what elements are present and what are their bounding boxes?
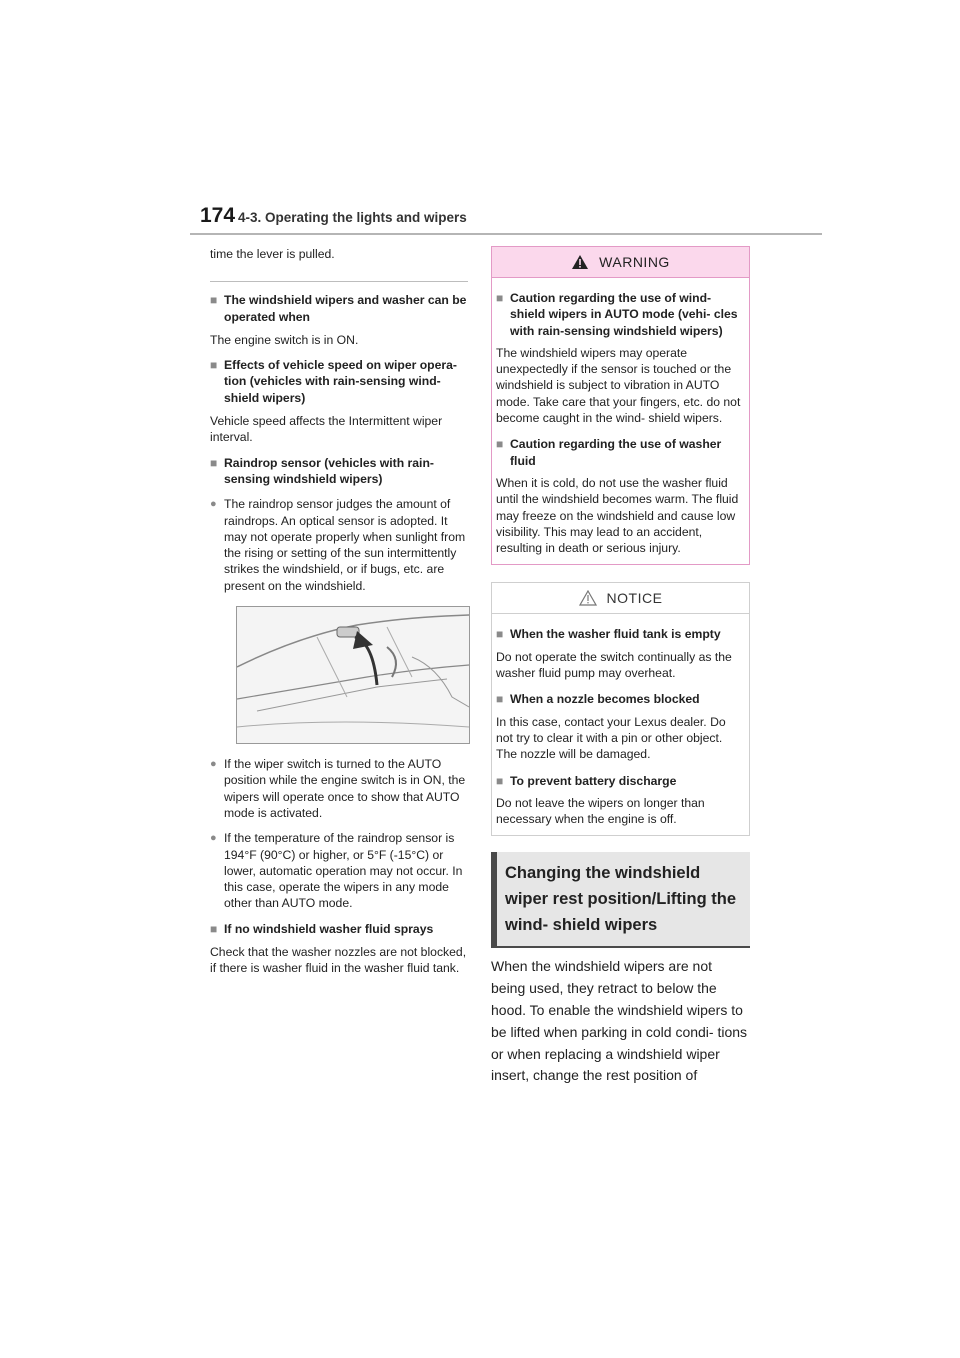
subheading: ■ When a nozzle becomes blocked bbox=[496, 692, 700, 707]
intro-text: time the lever is pulled. bbox=[210, 247, 335, 261]
subheading: ■ When the washer fluid tank is empty bbox=[496, 627, 721, 642]
square-bullet-icon: ■ bbox=[496, 291, 504, 305]
paragraph: The windshield wipers may operate unexpectedly if the sensor is touched or the windshield is subject to vibration in AUTO mode. Take care that your fingers, etc. do not become caught in the wind- shield wipers. bbox=[496, 345, 741, 426]
warning-triangle-icon bbox=[571, 254, 589, 270]
square-bullet-icon: ■ bbox=[496, 627, 504, 642]
square-bullet-icon: ■ bbox=[496, 692, 504, 707]
chapter-body: When the windshield wipers are not being used, they retract to below the hood. To enable the windshield wipers to be lifted when parking in cold condi- tions or when replacing a windshield wiper insert, change the rest position of bbox=[491, 958, 748, 1084]
circle-bullet-icon: ● bbox=[210, 832, 217, 845]
subheading: ■ Raindrop sensor (vehicles with rain- sensing windshield wipers) bbox=[210, 455, 434, 486]
section-title: 4-3. Operating the lights and wipers bbox=[238, 210, 467, 225]
circle-bullet-icon: ● bbox=[210, 498, 217, 511]
page-number: 174 bbox=[200, 204, 236, 227]
paragraph: When it is cold, do not use the washer fluid until the windshield becomes warm. The fluid may freeze on the windshield and cause low visibility. This may lead to an accident, resulting in death or serious injury. bbox=[496, 475, 739, 556]
paragraph: The engine switch is in ON. bbox=[210, 332, 359, 347]
square-bullet-icon: ■ bbox=[210, 455, 218, 470]
bullet-item: ● If the temperature of the raindrop sensor is 194°F (90°C) or higher, or 5°F (-15°C) or lower, automatic operation may not occur. In this case, operate the wipers in any mode other than AUTO mode. bbox=[210, 831, 463, 911]
square-bullet-icon: ■ bbox=[496, 773, 504, 788]
chapter-heading: Changing the windshield wiper rest position/Lifting the wind- shield wipers bbox=[491, 852, 750, 948]
subheading: ■ If no windshield washer fluid sprays bbox=[210, 921, 434, 936]
car-interior-drawing-icon bbox=[237, 607, 469, 743]
left-column bbox=[210, 246, 468, 977]
warning-box bbox=[491, 246, 750, 565]
paragraph: In this case, contact your Lexus dealer. Do not try to clear it with a pin or other object. The nozzle will be damaged. bbox=[496, 714, 726, 762]
circle-bullet-icon: ● bbox=[210, 758, 217, 771]
bullet-item: ● If the wiper switch is turned to the AUTO position while the engine switch is in ON, the wipers will operate once to show that AUTO mode is activated. bbox=[210, 757, 466, 820]
right-column bbox=[491, 246, 750, 1087]
notice-label: NOTICE bbox=[606, 590, 663, 607]
warning-header bbox=[492, 247, 749, 278]
windshield-illustration bbox=[236, 606, 470, 744]
paragraph: Do not operate the switch continually as the washer fluid pump may overheat. bbox=[496, 649, 732, 681]
square-bullet-icon: ■ bbox=[210, 921, 218, 936]
paragraph: Do not leave the wipers on longer than necessary when the engine is off. bbox=[496, 795, 705, 827]
subheading: ■ To prevent battery discharge bbox=[496, 773, 677, 788]
divider bbox=[210, 281, 468, 282]
square-bullet-icon: ■ bbox=[210, 293, 218, 308]
warning-label: WARNING bbox=[599, 253, 670, 270]
square-bullet-icon: ■ bbox=[496, 437, 504, 452]
subheading: ■ Caution regarding the use of washer fluid bbox=[496, 437, 722, 468]
paragraph: Check that the washer nozzles are not blocked, if there is washer fluid in the washer fluid tank. bbox=[210, 945, 467, 976]
bullet-item: ● The raindrop sensor judges the amount of raindrops. An optical sensor is adopted. It may not operate properly when sunlight from the rising or setting of the sun intermittently strikes the windshield, or if bugs, etc. are present on the windshield. bbox=[210, 497, 466, 593]
notice-header bbox=[492, 583, 749, 614]
paragraph: Vehicle speed affects the Intermittent wiper interval. bbox=[210, 414, 443, 445]
subheading: ■ Caution regarding the use of wind- shield wipers in AUTO mode (vehi- cles with rain-sensing windshield wipers) bbox=[496, 291, 738, 338]
square-bullet-icon: ■ bbox=[210, 358, 218, 373]
subheading: ■ Effects of vehicle speed on wiper opera- tion (vehicles with rain-sensing wind- shield wipers) bbox=[210, 358, 457, 405]
header-rule bbox=[190, 233, 822, 235]
subheading: ■ The windshield wipers and washer can be operated when bbox=[210, 293, 467, 324]
notice-triangle-icon bbox=[579, 590, 597, 606]
notice-box bbox=[491, 582, 750, 836]
